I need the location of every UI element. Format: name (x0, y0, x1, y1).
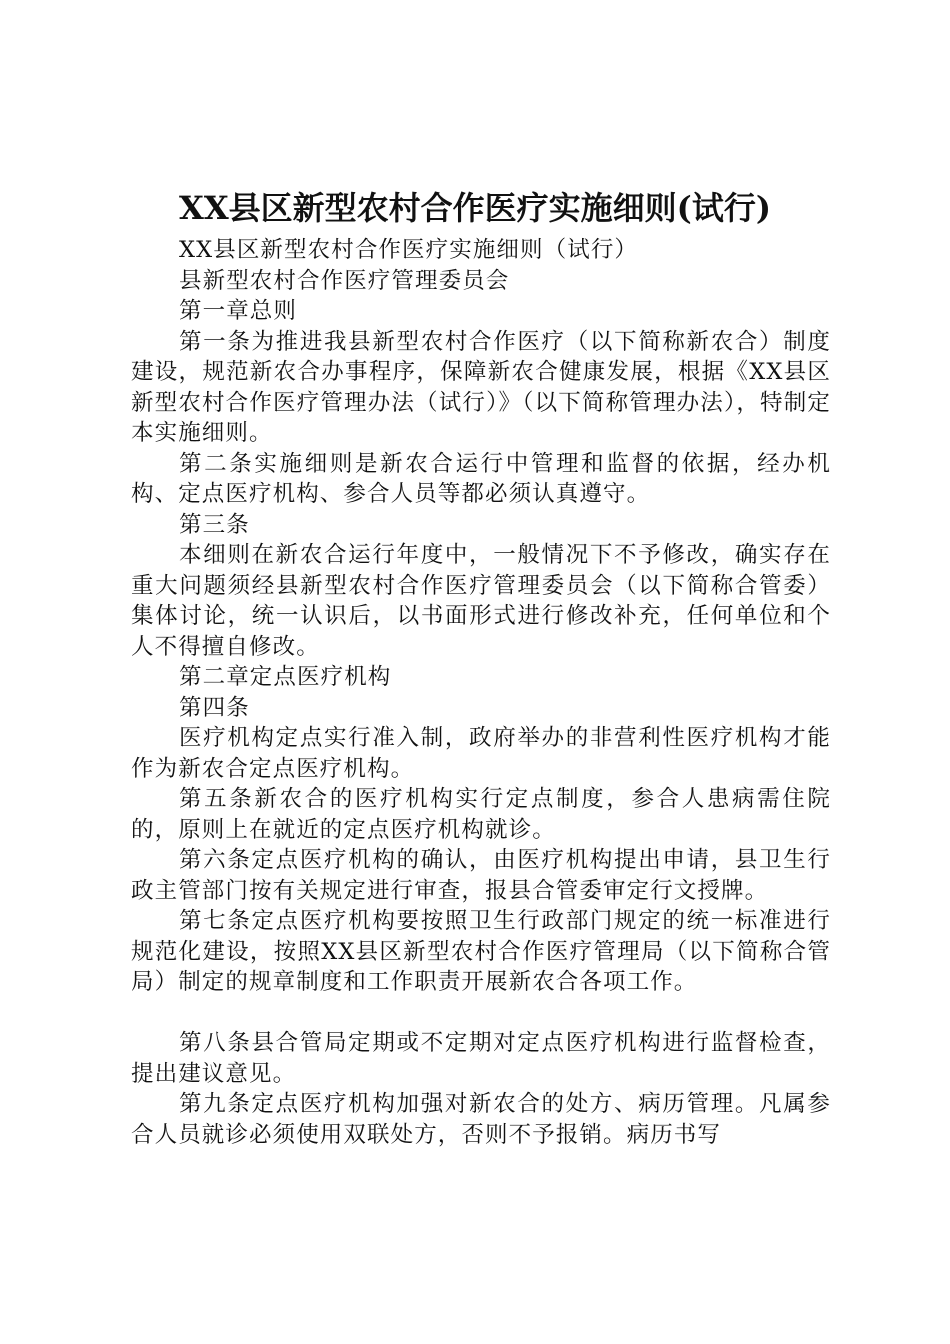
document-title: XX县区新型农村合作医疗实施细则(试行) (179, 189, 771, 227)
chapter-heading-1: 第一章总则 (179, 298, 298, 324)
article-4-body: 医疗机构定点实行准入制，政府举办的非营利性医疗机构才能作为新农合定点医疗机构。 (131, 725, 831, 782)
paragraph-spacer (131, 998, 831, 1029)
article-1: 第一条为推进我县新型农村合作医疗（以下简称新农合）制度建设，规范新农合办事程序，保障新农合健康发展，根据《XX县区新型农村合作医疗管理办法（试行）》（以下简称管理办法），特制定本实施细则。 (131, 328, 831, 446)
paragraph-issuer: 县新型农村合作医疗管理委员会 (179, 267, 510, 294)
article-7: 第七条定点医疗机构要按照卫生行政部门规定的统一标准进行规范化建设，按照XX县区新型农村合作医疗管理局（以下简称合管局）制定的规章制度和工作职责开展新农合各项工作。 (131, 908, 831, 995)
document-body (131, 235, 831, 1150)
article-6: 第六条定点医疗机构的确认，由医疗机构提出申请，县卫生行政主管部门按有关规定进行审查，报县合管委审定行文授牌。 (131, 847, 831, 904)
article-4-heading: 第四条 (179, 694, 250, 721)
article-9: 第九条定点医疗机构加强对新农合的处方、病历管理。凡属参合人员就诊必须使用双联处方，否则不予报销。病历书写 (131, 1091, 831, 1148)
article-2: 第二条实施细则是新农合运行中管理和监督的依据，经办机构、定点医疗机构、参合人员等都必须认真遵守。 (131, 450, 831, 507)
paragraph-subtitle: XX县区新型农村合作医疗实施细则（试行） (179, 237, 639, 263)
article-5: 第五条新农合的医疗机构实行定点制度，参合人患病需住院的，原则上在就近的定点医疗机构就诊。 (131, 786, 831, 843)
article-3-body: 本细则在新农合运行年度中，一般情况下不予修改，确实存在重大问题须经县新型农村合作医疗管理委员会（以下简称合管委）集体讨论，统一认识后，以书面形式进行修改补充，任何单位和个人不得擅自修改。 (131, 542, 831, 660)
article-3-heading: 第三条 (179, 511, 250, 538)
chapter-heading-2: 第二章定点医疗机构 (179, 664, 392, 690)
article-8: 第八条县合管局定期或不定期对定点医疗机构进行监督检查，提出建议意见。 (131, 1030, 831, 1087)
